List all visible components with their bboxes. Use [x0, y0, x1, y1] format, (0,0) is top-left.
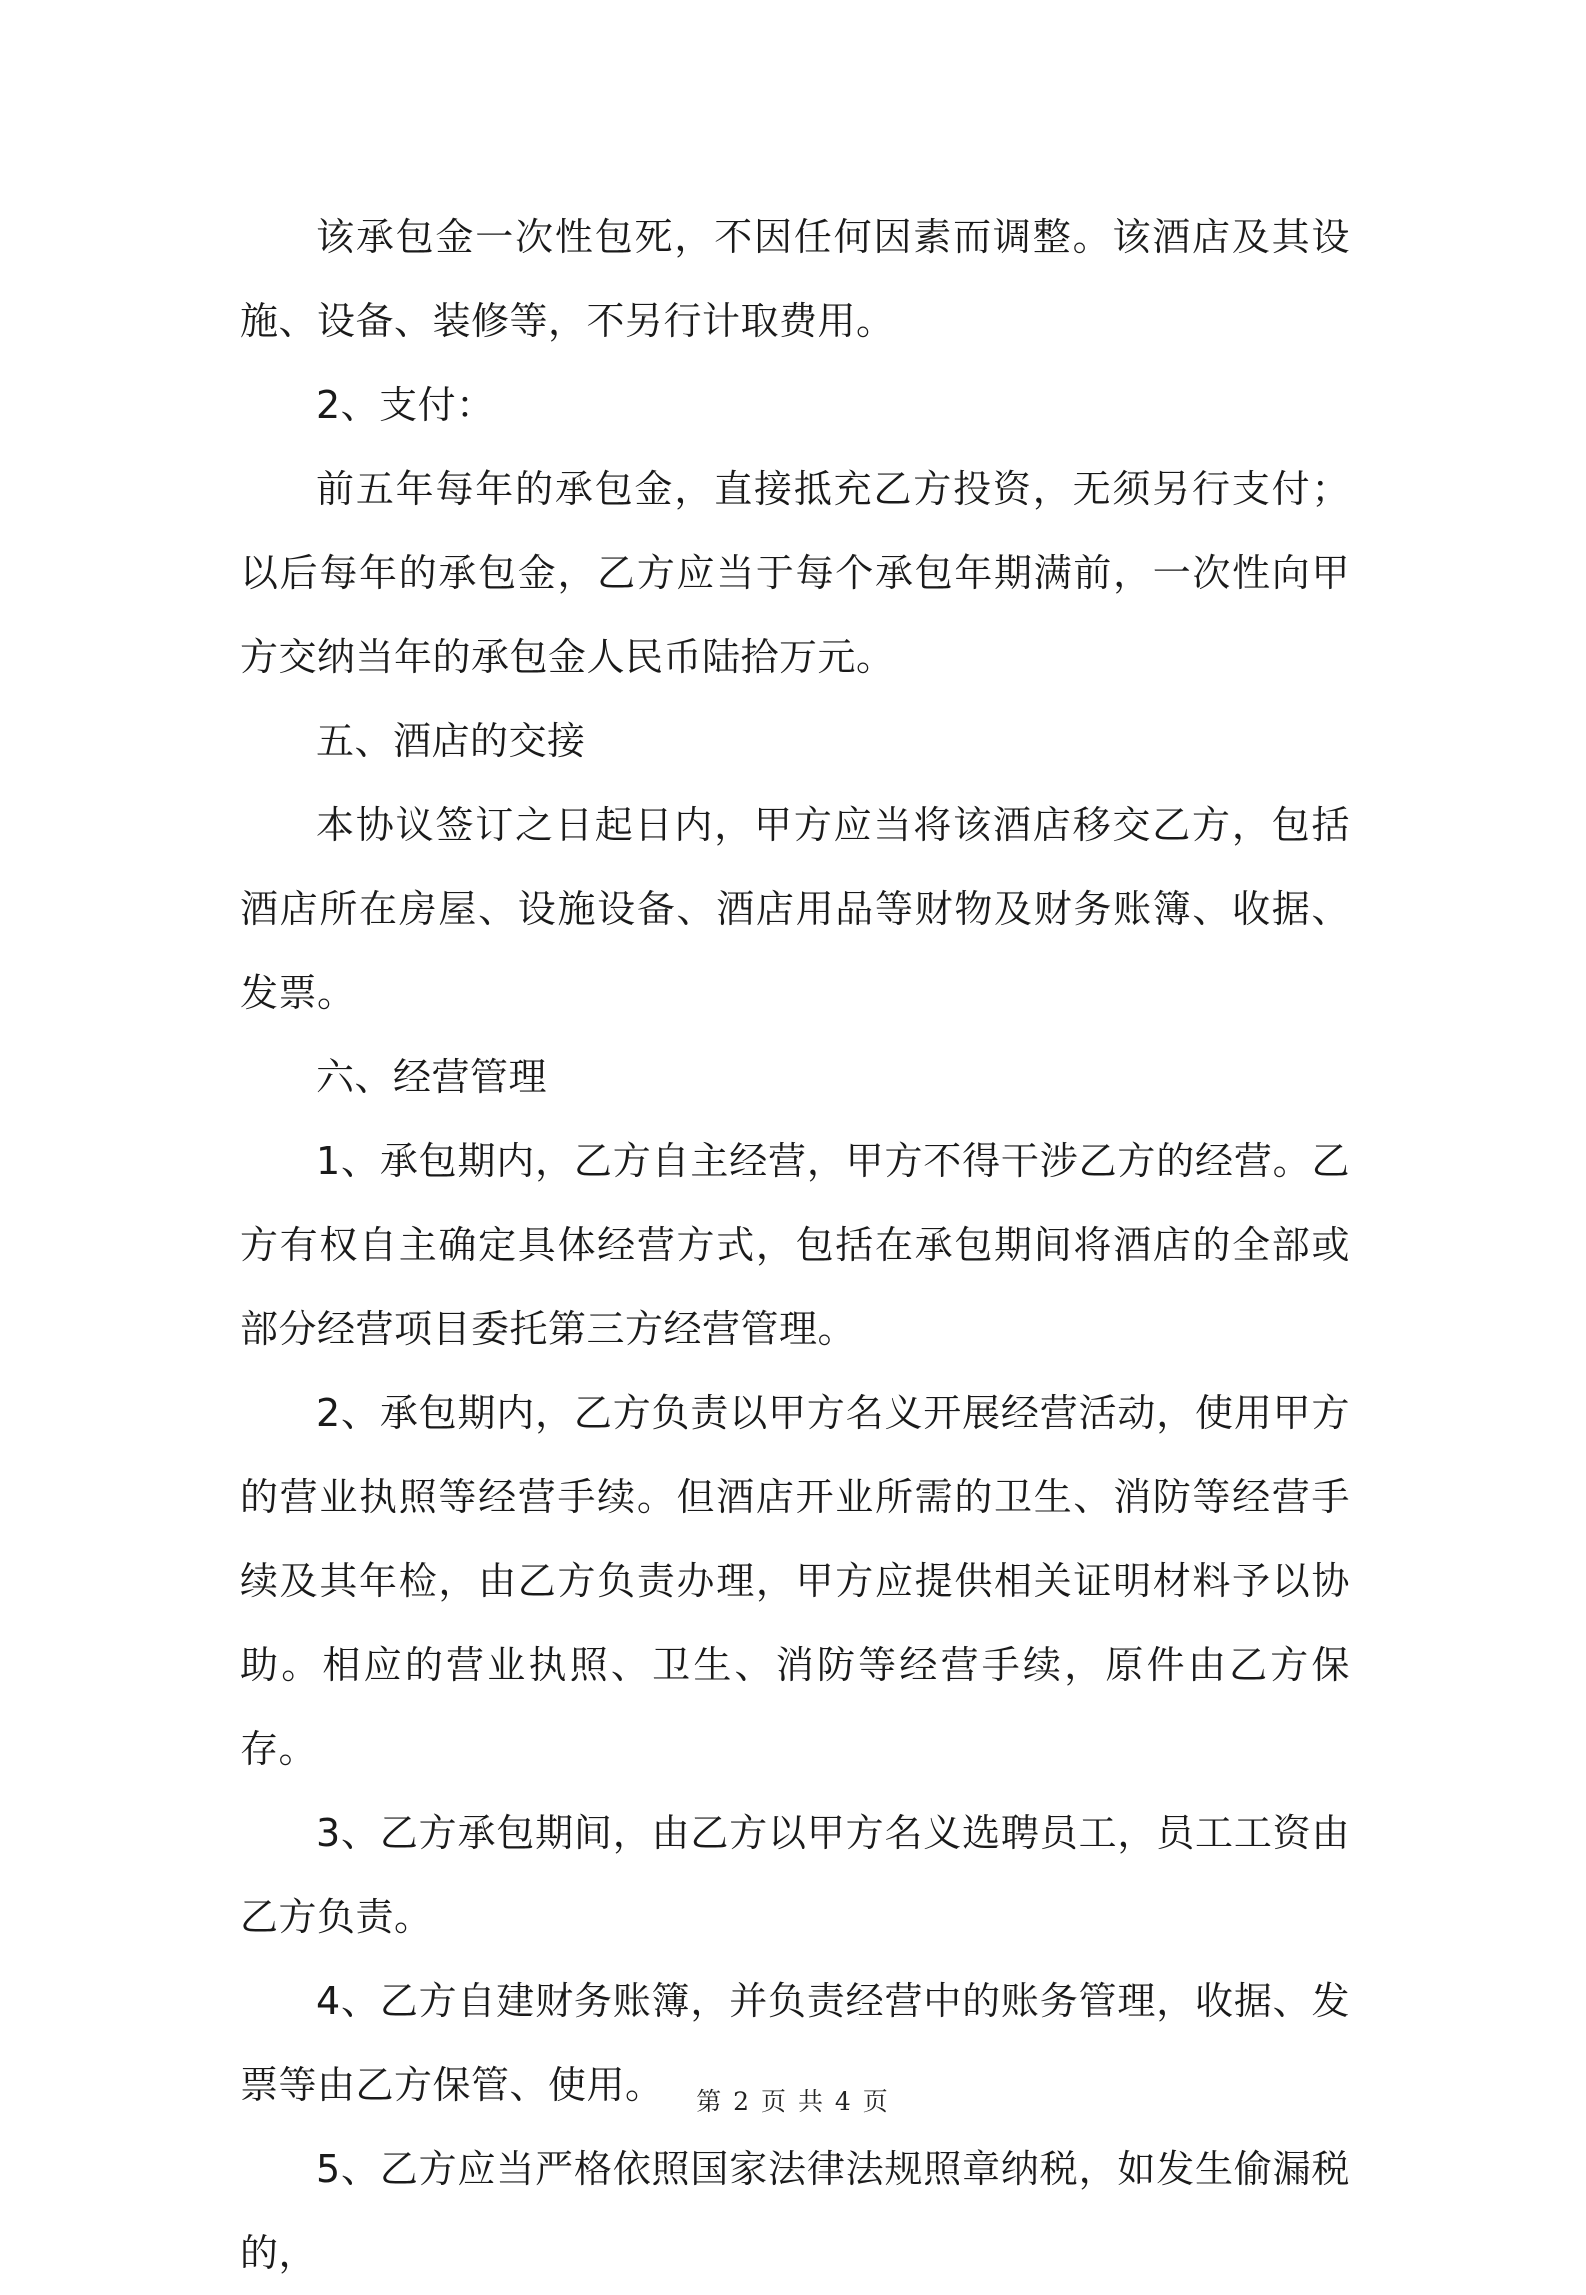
page-number-footer: 第 2 页 共 4 页 — [696, 2087, 890, 2116]
paragraph-contract-fee: 该承包金一次性包死，不因任何因素而调整。该酒店及其设施、设备、装修等，不另行计取费用。 — [240, 215, 1350, 343]
paragraph-management-2: 2、承包期内，乙方负责以甲方名义开展经营活动，使用甲方的营业执照等经营手续。但酒店开业所需的卫生、消防等经营手续及其年检，由乙方负责办理，甲方应提供相关证明材料予以协助。相应的营业执照、卫生、消防等经营手续，原件由乙方保存。 — [240, 1391, 1350, 1771]
paragraph-management-5: 5、乙方应当严格依照国家法律法规照章纳税，如发生偷漏税的， — [240, 2147, 1350, 2275]
paragraph-management-3: 3、乙方承包期间，由乙方以甲方名义选聘员工，员工工资由乙方负责。 — [240, 1811, 1350, 1939]
section-heading-management: 六、经营管理 — [316, 1055, 548, 1099]
paragraph-handover: 本协议签订之日起日内，甲方应当将该酒店移交乙方，包括酒店所在房屋、设施设备、酒店用品等财物及财务账簿、收据、发票。 — [240, 803, 1350, 1015]
document-body — [240, 195, 1350, 2295]
paragraph-management-4: 4、乙方自建财务账簿，并负责经营中的账务管理，收据、发票等由乙方保管、使用。 — [240, 1979, 1350, 2107]
paragraph-payment-terms: 前五年每年的承包金，直接抵充乙方投资，无须另行支付；以后每年的承包金，乙方应当于每个承包年期满前，一次性向甲方交纳当年的承包金人民币陆拾万元。 — [240, 467, 1350, 679]
paragraph-payment-heading: 2、支付： — [316, 383, 495, 427]
paragraph-management-1: 1、承包期内，乙方自主经营，甲方不得干涉乙方的经营。乙方有权自主确定具体经营方式，包括在承包期间将酒店的全部或部分经营项目委托第三方经营管理。 — [240, 1139, 1350, 1351]
section-heading-handover: 五、酒店的交接 — [316, 719, 586, 763]
